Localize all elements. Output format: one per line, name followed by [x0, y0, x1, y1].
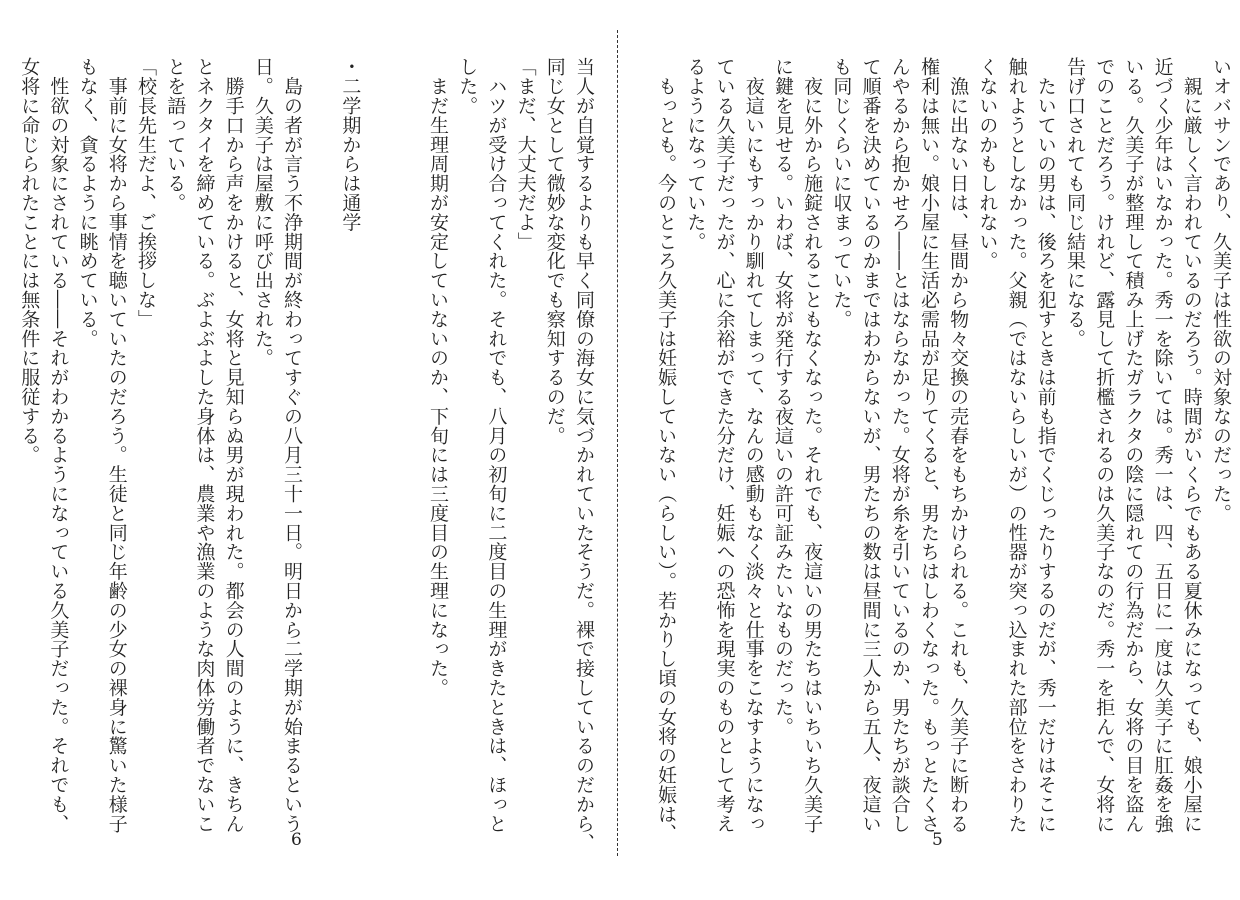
text-column: 日。久美子は屋敷に呼び出された。: [251, 57, 274, 368]
text-column: 告げ口されても同じ結果になる。: [1063, 57, 1086, 348]
text-column: るようになっていた。: [684, 57, 707, 251]
text-column: [394, 57, 423, 747]
text-column: 当人が自覚するよりも早く同僚の海女に気づかれていたそうだ。裸で接しているのだから、: [573, 57, 595, 853]
text-column: 親に厳しく言われているのだろう。時間がいくらでもある夏休みになっても、娘小屋に: [1180, 57, 1203, 833]
text-column: 夜に外から施錠されることもなくなった。それでも、夜這いの男たちはいちいち久美子: [801, 57, 824, 833]
text-column: 島の者が言う不浄期間が終わってすぐの八月三十一日。明日から二学期が始まるという: [281, 57, 304, 833]
text-column: 権利は無い。娘小屋に生活必需品が足りてくると、男たちはしわくなった。もっとたくさ: [917, 57, 940, 833]
text-column: 触れようとしなかった。父親（ではないらしいが）の性器が突っ込まれた部位をさわりた: [1005, 57, 1028, 833]
text-column: とを語っている。: [164, 57, 187, 213]
page-divider: [617, 30, 618, 856]
text-column: 「校長先生だよ、ご挨拶しな」: [135, 57, 157, 329]
text-column: に鍵を見せる。いわば、女将が発行する夜這いの許可証みたいなものだった。: [771, 57, 794, 736]
text-column: ている久美子だったが、心に余裕ができた分だけ、妊娠への恐怖を現実のものとして考え: [713, 57, 736, 833]
text-column: 夜這いにもすっかり馴れてしまって、なんの感動もなく淡々と仕事をこなすようになっ: [742, 57, 765, 833]
text-column: [364, 57, 393, 747]
text-column: 近づく少年はいなかった。秀一を除いては。秀一は、四、五日に一度は久美子に肛姦を強: [1151, 57, 1174, 833]
page-6-text: [14, 57, 598, 853]
text-column: した。: [456, 57, 479, 116]
text-column: まだ生理周期が安定していないのか、下旬には三度目の生理になった。: [426, 57, 449, 698]
text-column: ハツが受け合ってくれた。それでも、八月の初旬に二度目の生理がきたときは、ほっと: [485, 57, 508, 833]
page-5-text: [651, 57, 1235, 843]
text-column: 女将に命じられたことには無条件に服従する。: [18, 57, 41, 465]
page-number-5: 5: [932, 830, 943, 850]
text-column: たいていの男は、後ろを犯すときは前も指でくじったりするのだが、秀一だけはそこに: [1034, 57, 1057, 833]
page-number-6: 6: [291, 830, 302, 850]
text-column: いる。久美子が整理して積み上げたガラクタの陰に隠れての行為だから、女将の目を盗ん: [1122, 57, 1145, 833]
text-column: もなく、貪るように眺めている。: [76, 57, 99, 348]
text-column: 同じ女として微妙な変化でも察知するのだ。: [543, 57, 566, 445]
text-column: 勝手口から声をかけると、女将と見知らぬ男が現われた。都会の人間のように、きちん: [222, 57, 245, 833]
text-column: 性欲の対象にされている――それがわかるようになっている久美子だった。それでも、: [47, 57, 70, 833]
text-column: 漁に出ない日は、昼間から物々交換の売春をもちかけられる。これも、久美子に断わる: [947, 57, 970, 833]
text-column: でのことだろう。けれど、露見して折檻されるのは久美子なのだ。秀一を拒んで、女将に: [1093, 57, 1116, 833]
text-column: 「まだ、大丈夫だよ」: [514, 57, 537, 251]
text-column: とネクタイを締めている。ぶよぶよした身体は、農業や漁業のような肉体労働者でないこ: [193, 57, 216, 833]
text-column: いオバサンであり、久美子は性欲の対象なのだった。: [1210, 57, 1232, 523]
text-column: も同じくらいに収まっていた。: [830, 57, 853, 329]
text-column: て順番を決めているのかまではわからないが、男たちの数は昼間に三人から五人、夜這い: [859, 57, 882, 833]
text-column: 事前に女将から事情を聴いていたのだろう。生徒と同じ年齢の少女の裸身に驚いた様子: [105, 57, 128, 833]
text-column: [306, 57, 335, 747]
text-column: んやるから抱かせろ――とはならなかった。女将が糸を引いているのか、男たちが談合し: [888, 57, 911, 833]
text-column: くないのかもしれない。: [976, 57, 999, 271]
text-column: ・二学期からは通学: [339, 57, 362, 232]
text-column: もっとも。今のところ久美子は妊娠していない（らしい）。若かりし頃の女将の妊娠は、: [655, 57, 678, 843]
